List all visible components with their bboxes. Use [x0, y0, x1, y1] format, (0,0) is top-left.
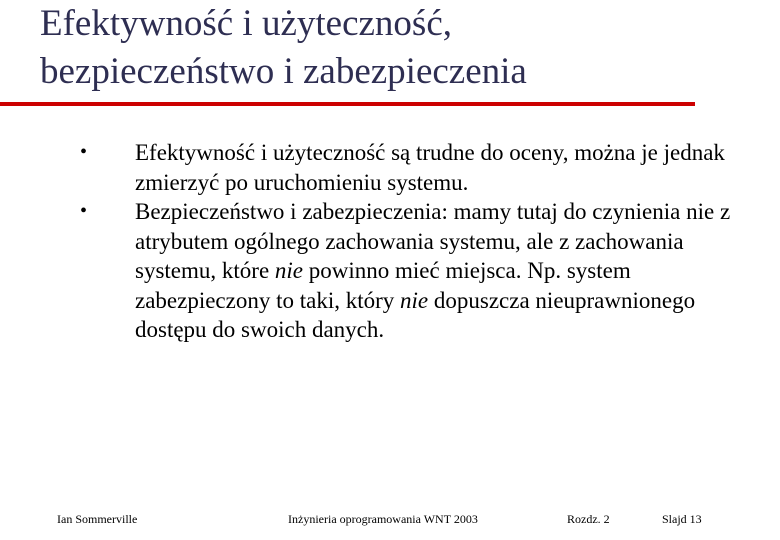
- bullet-emphasis: nie: [400, 287, 429, 313]
- bullet-text: Efektywność i użyteczność są trudne do oceny, można je jednak zmierzyć po uruchomieniu systemu.: [135, 140, 725, 195]
- bullet-icon: •: [80, 141, 88, 163]
- bullet-icon: •: [80, 200, 88, 222]
- bullet-emphasis: nie: [274, 258, 304, 283]
- bullet-item-security: [80, 197, 740, 345]
- title-line-2: bezpieczeństwo i zabezpieczenia: [40, 51, 527, 92]
- bullet-text-part: Bezpieczeństwo i zabezpieczenia: mamy tutaj do czynienia nie z atrybutem ogólnego zachowania systemu, ale z zachowania systemu, które: [135, 199, 731, 283]
- bullet-text-part: dopuszcza nieuprawnionego dostępu do swoich danych.: [135, 287, 696, 342]
- title-line-1: Efektywność i użyteczność,: [40, 3, 452, 44]
- footer-author: Ian Sommerville: [57, 512, 138, 526]
- footer-chapter: Rozdz. 2: [567, 512, 610, 526]
- bullet-text-part: powinno mieć miejsca. Np. system zabezpieczony to taki, który: [135, 258, 631, 313]
- title-underline: [0, 102, 695, 106]
- footer-course: Inżynieria oprogramowania WNT 2003: [288, 512, 478, 526]
- bullet-list: [80, 138, 740, 345]
- footer-slide-number: Slajd 13: [662, 512, 702, 526]
- slide-title: [40, 0, 760, 96]
- bullet-item-performance: [80, 138, 740, 197]
